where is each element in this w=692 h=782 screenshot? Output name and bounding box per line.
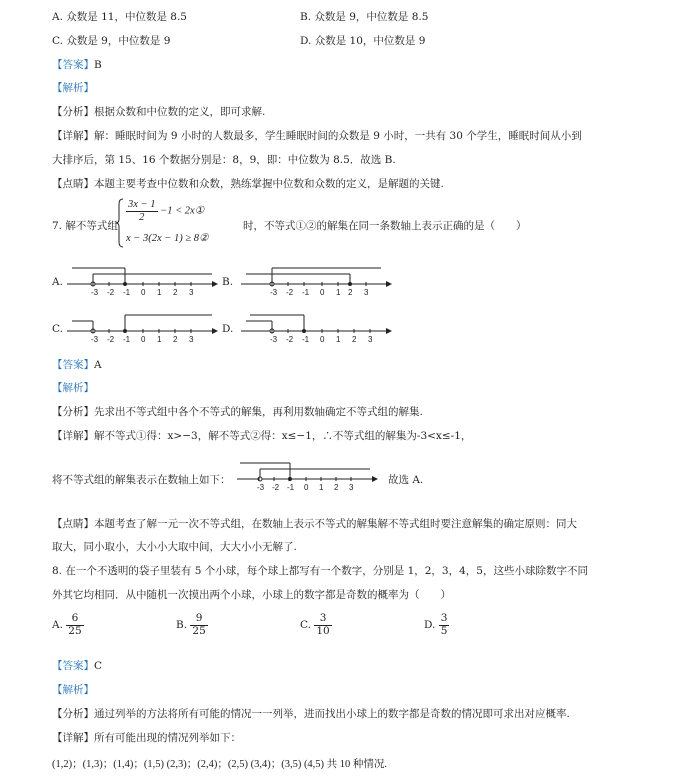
xiangjie-tag: 【详解】 (52, 732, 94, 744)
numberline-a (62, 262, 222, 302)
q8-jiexi-tag: 【解析】 (52, 684, 94, 696)
q6-fenxi (52, 104, 265, 119)
opt-label: C. (300, 619, 311, 632)
numerator: 9 (190, 613, 207, 626)
tick-label-d-4: 0 (320, 335, 325, 344)
tick-label-c-3: -1 (123, 335, 131, 344)
q7-jiexi-tag: 【解析】 (52, 382, 94, 394)
tick-label-c-5: 1 (157, 335, 162, 344)
denominator: 25 (192, 624, 206, 637)
ineq1-rest: −1 < 2x① (160, 205, 205, 217)
tick-label-b-2: -2 (286, 288, 294, 297)
answer-tag: 【答案】 (52, 660, 94, 672)
xiangjie-text: 解不等式①得：x>−3，解不等式②得：x≤−1，∴不等式组的解集为-3<x≤-1， (94, 430, 472, 442)
fenxi-tag: 【分析】 (52, 406, 94, 418)
tick-label-s-7: 3 (349, 483, 354, 492)
q8-stem-line2: 外其它均相同．从中随机一次摸出两个小球，小球上的数字都是奇数的概率为（ ） (52, 589, 451, 601)
q6-option-a: A. 众数是 11，中位数是 8.5 (52, 11, 187, 23)
tick-label-d-5: 1 (336, 335, 341, 344)
tick-label-a-1: -3 (91, 288, 99, 297)
denominator: 25 (68, 624, 82, 637)
opt-label: D. (424, 619, 436, 632)
tick-label-c-4: 0 (141, 335, 146, 344)
answer-value: A (94, 359, 102, 371)
answer-tag: 【答案】 (52, 359, 94, 371)
tick-label-c-6: 2 (173, 335, 178, 344)
tick-label-d-1: -3 (270, 335, 278, 344)
numberline-d (236, 309, 396, 349)
q8-answer (52, 658, 102, 673)
q8-pairs: (1,2)；(1,3)；(1,4)；(1,5) (2,3)；(2,4)；(2,5) (3,4)；(3,5) (4,5) 共 10 种情况. (52, 759, 388, 770)
q6-answer (52, 57, 102, 72)
fenxi-text: 先求出不等式组中各个不等式的解集，再利用数轴确定不等式组的解集. (94, 406, 423, 418)
opt-label: A. (52, 619, 63, 632)
q7-number-intro (52, 218, 118, 233)
tick-label-a-6: 2 (173, 288, 178, 297)
q6-jiexi-tag: 【解析】 (52, 82, 94, 94)
denominator: 5 (440, 624, 448, 637)
opt-fraction (66, 613, 83, 637)
xiangjie-text: 所有可能出现的情况列举如下： (94, 732, 241, 744)
numerator: 6 (66, 613, 83, 626)
dianjing-tag: 【点睛】 (52, 518, 94, 530)
tick-label-s-1: -3 (257, 483, 265, 492)
q7-question: 时，不等式①②的解集在同一条数轴上表示正确的是（ ） (243, 220, 527, 232)
xiangjie-tag: 【详解】 (52, 130, 94, 142)
q7-number: 7. (52, 220, 63, 232)
q8-option-c (300, 613, 332, 637)
tick-label-a-5: 1 (157, 288, 162, 297)
q8-xiangjie (52, 730, 241, 745)
q7-answer (52, 357, 102, 372)
q6-option-c: C. 众数是 9，中位数是 9 (52, 35, 171, 47)
tick-label-s-3: -1 (287, 483, 295, 492)
tick-label-a-7: 3 (189, 288, 194, 297)
q7-intro: 解不等式组 (65, 220, 118, 232)
tick-label-a-4: 0 (141, 288, 146, 297)
tick-label-s-6: 2 (334, 483, 339, 492)
tick-label-a-3: -1 (123, 288, 131, 297)
q6-option-b: B. 众数是 9，中位数是 8.5 (300, 11, 429, 23)
denominator: 10 (316, 624, 330, 637)
q7-label-b: B. (222, 276, 234, 288)
fenxi-tag: 【分析】 (52, 708, 94, 720)
inequality-2: x − 3(2x − 1) ≥ 8② (126, 233, 209, 244)
dianjing-tag: 【点睛】 (52, 178, 94, 190)
system-brace (116, 198, 124, 248)
tick-label-c-2: -2 (107, 335, 115, 344)
tick-label-c-7: 3 (189, 335, 194, 344)
q8-text-1: 在一个不透明的袋子里装有 5 个小球，每个球上都写有一个数字，分别是 1，2，3，4，5，这些小球除数字不同 (65, 565, 588, 577)
tick-label-d-2: -2 (286, 335, 294, 344)
dianjing-text: 本题主要考查中位数和众数，熟练掌握中位数和众数的定义，是解题的关键. (94, 178, 444, 190)
tick-label-s-4: 0 (304, 483, 309, 492)
q7-numberline-tail: 故选 A. (388, 474, 424, 486)
tick-label-b-6: 2 (348, 288, 353, 297)
answer-value: C (94, 660, 103, 672)
numberline-c (62, 309, 222, 349)
numberline-b (236, 262, 396, 302)
q6-option-d: D. 众数是 10，中位数是 9 (300, 35, 426, 47)
q6-dianjing (52, 176, 444, 191)
answer-tag: 【答案】 (52, 59, 94, 71)
q7-numberline-lead: 将不等式组的解集表示在数轴上如下： (52, 474, 231, 486)
q6-xiangjie-line2: 大排序后，第 15、16 个数据分别是：8，9，即：中位数为 8.5．故选 B. (52, 154, 396, 166)
q7-label-d: D. (222, 323, 234, 335)
fenxi-text: 根据众数和中位数的定义，即可求解. (94, 106, 266, 118)
tick-label-s-2: -2 (272, 483, 280, 492)
q8-number: 8. (52, 565, 63, 577)
ineq1-numerator: 3x − 1 (128, 199, 156, 210)
q8-stem-line1 (52, 563, 588, 578)
dianjing-text: 本题考查了解一元一次不等式组，在数轴上表示不等式的解集解不等式组时要注意解集的确定原则：同大 (94, 518, 577, 530)
tick-label-d-7: 3 (368, 335, 373, 344)
tick-label-c-1: -3 (91, 335, 99, 344)
tick-label-s-5: 1 (319, 483, 324, 492)
ineq1-denominator: 2 (139, 211, 145, 223)
q7-dianjing-line2: 取大，同小取小，大小小大取中间，大大小小无解了. (52, 541, 297, 553)
opt-fraction (439, 613, 450, 637)
q7-dianjing-line1 (52, 516, 577, 531)
tick-label-b-3: -1 (302, 288, 310, 297)
opt-label: B. (176, 619, 188, 632)
tick-label-d-3: -1 (302, 335, 310, 344)
q7-xiangjie (52, 428, 471, 443)
tick-label-b-7: 3 (364, 288, 369, 297)
opt-fraction (314, 613, 331, 637)
ineq1-fraction (126, 199, 158, 223)
fenxi-text: 通过列举的方法将所有可能的情况一一列举，进而找出小球上的数字都是奇数的情况即可求出对应概率. (94, 708, 570, 720)
q7-fenxi (52, 404, 423, 419)
q7-label-a: A. (52, 276, 63, 288)
numerator: 3 (440, 612, 448, 624)
q8-option-a (52, 613, 84, 637)
tick-label-b-5: 1 (336, 288, 341, 297)
opt-fraction (190, 613, 207, 637)
tick-label-b-1: -3 (270, 288, 278, 297)
inequality-1 (126, 199, 204, 223)
tick-label-d-6: 2 (352, 335, 357, 344)
tick-label-a-2: -2 (107, 288, 115, 297)
q6-xiangjie-line1 (52, 128, 582, 143)
answer-value: B (94, 59, 102, 71)
q8-fenxi (52, 706, 570, 721)
xiangjie-tag: 【详解】 (52, 430, 94, 442)
q8-option-b (176, 613, 208, 637)
numberline-solution (232, 459, 382, 495)
fenxi-tag: 【分析】 (52, 106, 94, 118)
numerator: 3 (314, 613, 331, 626)
tick-label-b-4: 0 (320, 288, 325, 297)
q8-option-d (424, 613, 449, 637)
q7-label-c: C. (52, 323, 63, 335)
xiangjie-text: 解：睡眠时间为 9 小时的人数最多，学生睡眠时间的众数是 9 小时，一共有 30 个学生，睡眠时间从小到 (94, 130, 582, 142)
